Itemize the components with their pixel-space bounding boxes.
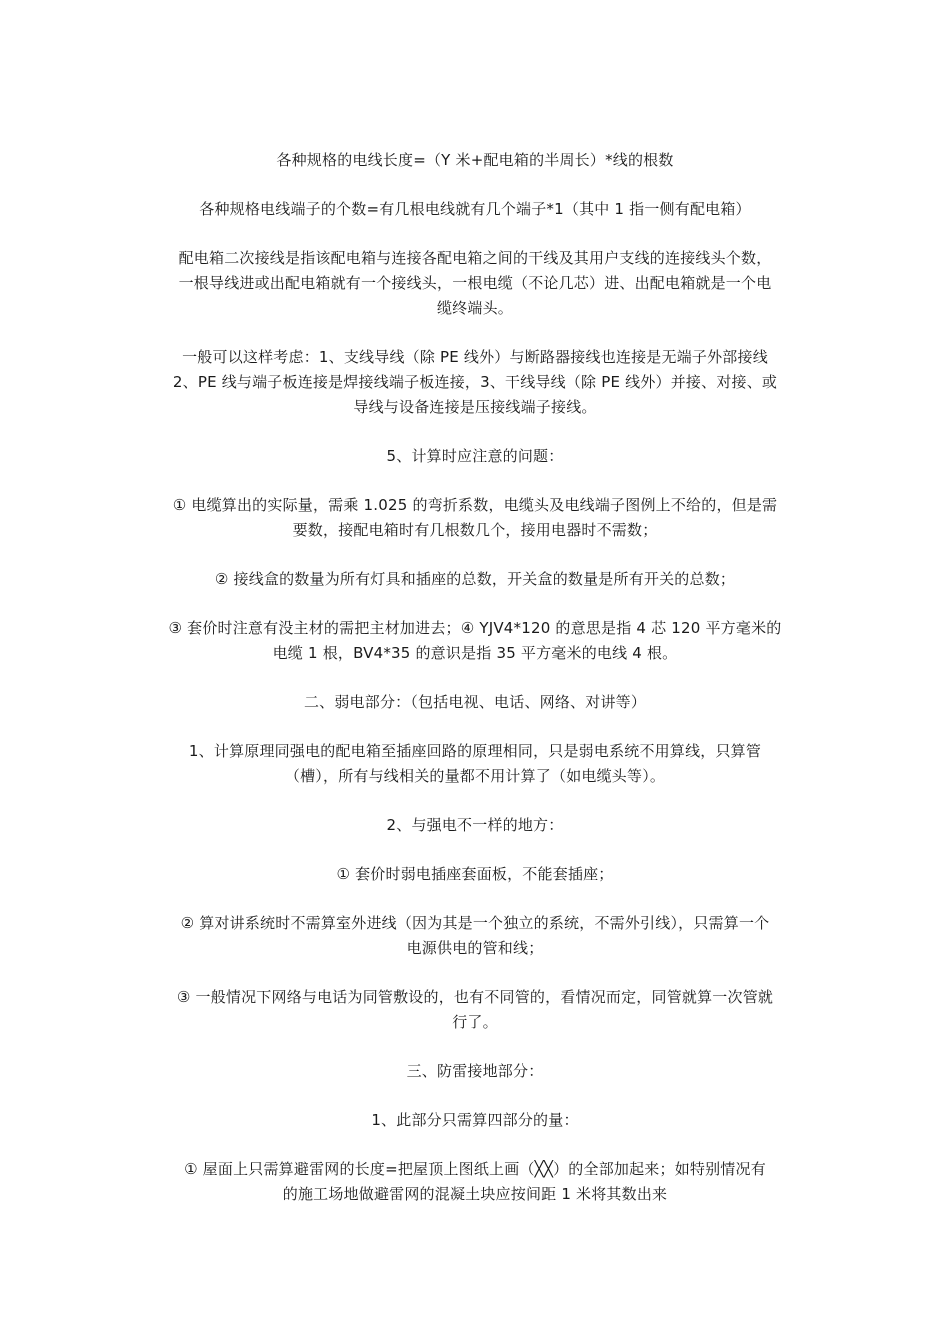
paragraph-line: 行了。 [452,1013,498,1031]
paragraph-line: ① 屋面上只需算避雷网的长度=把屋顶上图纸上画（╳╳）的全部加起来；如特别情况有 [184,1160,766,1178]
paragraph-line: 2、与强电不一样的地方： [386,816,564,834]
paragraph [140,690,810,715]
paragraph [140,813,810,838]
paragraph-line: 各种规格的电线长度=（Y 米+配电箱的半周长）*线的根数 [276,151,674,169]
document-page [140,148,810,1231]
paragraph [140,739,810,789]
paragraph-line: ② 算对讲系统时不需算室外进线（因为其是一个独立的系统，不需外引线），只需算一个 [180,914,770,932]
paragraph-line: 5、计算时应注意的问题： [386,447,564,465]
paragraph-line: 要数，接配电箱时有几根数几个，接用电器时不需数； [292,521,658,539]
paragraph-line: ② 接线盒的数量为所有灯具和插座的总数，开关盒的数量是所有开关的总数； [214,570,736,588]
paragraph [140,493,810,543]
paragraph-line: ③ 套价时注意有没主材的需把主材加进去；④ YJV4*120 的意思是指 4 芯 120 平方毫米的 [168,619,782,637]
paragraph [140,567,810,592]
paragraph [140,444,810,469]
paragraph-line: 电缆 1 根，BV4*35 的意识是指 35 平方毫米的电线 4 根。 [272,644,678,662]
paragraph-line: 电源供电的管和线； [406,939,544,957]
paragraph [140,1108,810,1133]
paragraph [140,148,810,173]
paragraph-line: 1、计算原理同强电的配电箱至插座回路的原理相同，只是弱电系统不用算线，只算管 [188,742,762,760]
paragraph-line: 1、此部分只需算四部分的量： [371,1111,579,1129]
paragraph-line: 导线与设备连接是压接线端子接线。 [353,398,597,416]
paragraph [140,1157,810,1207]
paragraph [140,246,810,321]
paragraph [140,1059,810,1084]
paragraph [140,985,810,1035]
paragraph-line: 一根导线进或出配电箱就有一个接线头，一根电缆（不论几芯）进、出配电箱就是一个电 [178,274,772,292]
paragraph-line: 三、防雷接地部分： [406,1062,544,1080]
paragraph-line: 配电箱二次接线是指该配电箱与连接各配电箱之间的干线及其用户支线的连接线头个数， [178,249,772,267]
paragraph-line: ③ 一般情况下网络与电话为同管敷设的，也有不同管的，看情况而定，同管就算一次管就 [176,988,774,1006]
paragraph-line: ① 套价时弱电插座套面板，不能套插座； [336,865,614,883]
paragraph [140,616,810,666]
paragraph-line: 的施工场地做避雷网的混凝土块应按间距 1 米将其数出来 [282,1185,668,1203]
paragraph [140,911,810,961]
paragraph [140,345,810,420]
paragraph-line: （槽），所有与线相关的量都不用计算了（如电缆头等）。 [284,767,666,785]
paragraph [140,862,810,887]
paragraph-line: 一般可以这样考虑：1、支线导线（除 PE 线外）与断路器接线也连接是无端子外部接线 [182,348,768,366]
paragraph-line: 2、PE 线与端子板连接是焊接线端子板连接，3、干线导线（除 PE 线外）并接、对接、或 [172,373,778,391]
paragraph-line: ① 电缆算出的实际量，需乘 1.025 的弯折系数，电缆头及电线端子图例上不给的，但是需 [172,496,778,514]
paragraph-line: 缆终端头。 [436,299,513,317]
paragraph-line: 二、弱电部分：（包括电视、电话、网络、对讲等） [303,693,647,711]
paragraph [140,197,810,222]
paragraph-line: 各种规格电线端子的个数=有几根电线就有几个端子*1（其中 1 指一侧有配电箱） [199,200,751,218]
